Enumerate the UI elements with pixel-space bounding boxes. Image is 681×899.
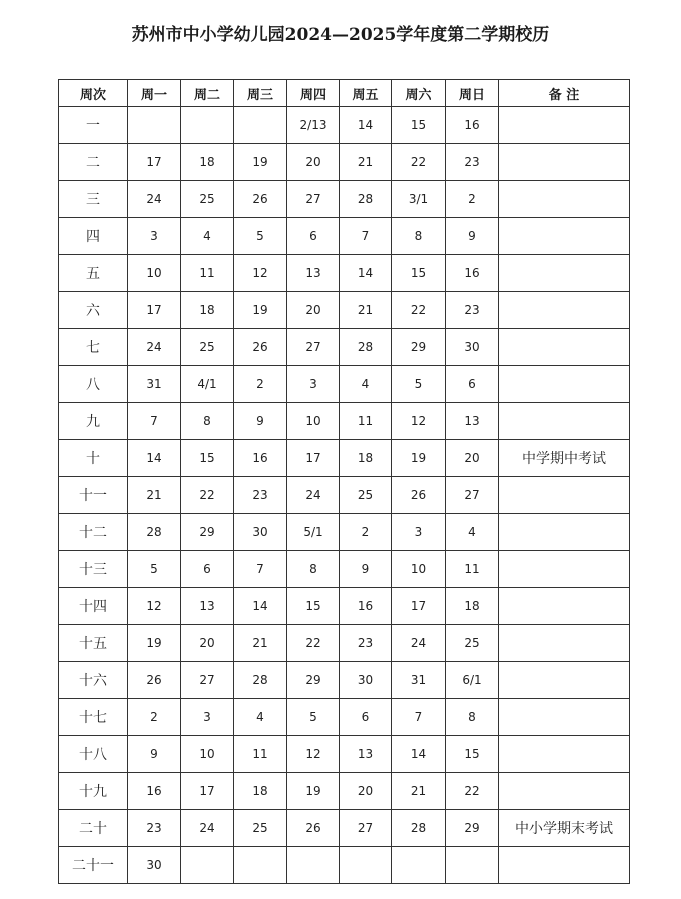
date-cell: 14 <box>392 736 446 773</box>
week-number-cell: 十四 <box>59 588 128 625</box>
date-cell: 22 <box>287 625 340 662</box>
date-cell: 11 <box>234 736 287 773</box>
note-cell <box>499 662 630 699</box>
date-cell: 30 <box>446 329 499 366</box>
date-cell: 31 <box>128 366 181 403</box>
table-row <box>59 329 630 366</box>
date-cell: 23 <box>340 625 392 662</box>
table-row <box>59 625 630 662</box>
date-cell: 6 <box>340 699 392 736</box>
date-cell: 17 <box>181 773 234 810</box>
table-row <box>59 736 630 773</box>
date-cell: 4/1 <box>181 366 234 403</box>
table-row <box>59 292 630 329</box>
date-cell: 21 <box>234 625 287 662</box>
date-cell: 8 <box>287 551 340 588</box>
date-cell: 14 <box>128 440 181 477</box>
week-number-cell: 六 <box>59 292 128 329</box>
date-cell: 27 <box>340 810 392 847</box>
date-cell: 10 <box>181 736 234 773</box>
date-cell: 9 <box>234 403 287 440</box>
date-cell: 9 <box>446 218 499 255</box>
date-cell: 5/1 <box>287 514 340 551</box>
week-number-cell: 十九 <box>59 773 128 810</box>
date-cell <box>446 847 499 884</box>
school-calendar-table <box>58 79 630 884</box>
week-number-cell: 七 <box>59 329 128 366</box>
date-cell: 6 <box>446 366 499 403</box>
table-row <box>59 218 630 255</box>
date-cell: 18 <box>181 144 234 181</box>
date-cell <box>287 847 340 884</box>
date-cell: 19 <box>234 292 287 329</box>
table-row <box>59 514 630 551</box>
date-cell <box>181 107 234 144</box>
date-cell: 28 <box>128 514 181 551</box>
week-number-cell: 三 <box>59 181 128 218</box>
header-notes: 备 注 <box>499 80 630 107</box>
note-cell <box>499 773 630 810</box>
note-cell <box>499 736 630 773</box>
date-cell: 3 <box>392 514 446 551</box>
date-cell: 20 <box>181 625 234 662</box>
table-row <box>59 662 630 699</box>
date-cell: 21 <box>128 477 181 514</box>
date-cell: 15 <box>287 588 340 625</box>
header-saturday: 周六 <box>392 80 446 107</box>
week-number-cell: 九 <box>59 403 128 440</box>
note-cell <box>499 847 630 884</box>
note-cell <box>499 477 630 514</box>
date-cell: 29 <box>181 514 234 551</box>
date-cell: 18 <box>234 773 287 810</box>
date-cell: 3 <box>287 366 340 403</box>
week-number-cell: 十一 <box>59 477 128 514</box>
date-cell: 17 <box>128 144 181 181</box>
date-cell: 15 <box>446 736 499 773</box>
date-cell: 4 <box>234 699 287 736</box>
date-cell: 26 <box>392 477 446 514</box>
note-cell <box>499 329 630 366</box>
date-cell: 24 <box>392 625 446 662</box>
date-cell: 13 <box>446 403 499 440</box>
date-cell: 23 <box>234 477 287 514</box>
date-cell: 4 <box>181 218 234 255</box>
table-row <box>59 477 630 514</box>
date-cell: 13 <box>287 255 340 292</box>
date-cell <box>392 847 446 884</box>
date-cell: 26 <box>128 662 181 699</box>
date-cell: 21 <box>392 773 446 810</box>
date-cell: 6 <box>181 551 234 588</box>
date-cell: 27 <box>181 662 234 699</box>
week-number-cell: 十 <box>59 440 128 477</box>
week-number-cell: 十八 <box>59 736 128 773</box>
date-cell: 21 <box>340 292 392 329</box>
date-cell: 23 <box>446 144 499 181</box>
date-cell: 24 <box>128 329 181 366</box>
table-row <box>59 699 630 736</box>
date-cell: 2 <box>340 514 392 551</box>
date-cell: 27 <box>287 329 340 366</box>
date-cell: 2/13 <box>287 107 340 144</box>
table-row <box>59 773 630 810</box>
table-row <box>59 144 630 181</box>
date-cell: 5 <box>234 218 287 255</box>
date-cell: 8 <box>392 218 446 255</box>
date-cell: 5 <box>287 699 340 736</box>
note-cell <box>499 625 630 662</box>
date-cell: 25 <box>181 181 234 218</box>
date-cell: 14 <box>234 588 287 625</box>
date-cell: 16 <box>340 588 392 625</box>
date-cell: 24 <box>287 477 340 514</box>
week-number-cell: 十七 <box>59 699 128 736</box>
date-cell: 4 <box>446 514 499 551</box>
date-cell: 28 <box>234 662 287 699</box>
note-cell <box>499 218 630 255</box>
note-cell <box>499 403 630 440</box>
date-cell: 21 <box>340 144 392 181</box>
date-cell: 4 <box>340 366 392 403</box>
date-cell: 16 <box>234 440 287 477</box>
date-cell: 22 <box>181 477 234 514</box>
date-cell: 15 <box>392 255 446 292</box>
date-cell <box>181 847 234 884</box>
date-cell: 2 <box>234 366 287 403</box>
date-cell: 10 <box>392 551 446 588</box>
date-cell: 13 <box>340 736 392 773</box>
date-cell: 12 <box>287 736 340 773</box>
date-cell: 26 <box>287 810 340 847</box>
week-number-cell: 十三 <box>59 551 128 588</box>
date-cell: 22 <box>392 144 446 181</box>
date-cell: 19 <box>234 144 287 181</box>
date-cell: 17 <box>287 440 340 477</box>
date-cell: 11 <box>181 255 234 292</box>
header-thursday: 周四 <box>287 80 340 107</box>
date-cell: 6/1 <box>446 662 499 699</box>
date-cell: 22 <box>392 292 446 329</box>
week-number-cell: 二 <box>59 144 128 181</box>
table-row <box>59 181 630 218</box>
table-row <box>59 588 630 625</box>
header-tuesday: 周二 <box>181 80 234 107</box>
date-cell: 30 <box>234 514 287 551</box>
note-cell <box>499 366 630 403</box>
date-cell: 29 <box>392 329 446 366</box>
date-cell: 14 <box>340 255 392 292</box>
date-cell: 28 <box>340 329 392 366</box>
date-cell: 25 <box>340 477 392 514</box>
date-cell: 2 <box>128 699 181 736</box>
week-number-cell: 一 <box>59 107 128 144</box>
week-number-cell: 十五 <box>59 625 128 662</box>
date-cell: 5 <box>392 366 446 403</box>
date-cell: 8 <box>181 403 234 440</box>
date-cell: 9 <box>340 551 392 588</box>
date-cell: 3 <box>181 699 234 736</box>
date-cell: 15 <box>392 107 446 144</box>
date-cell <box>128 107 181 144</box>
date-cell: 7 <box>340 218 392 255</box>
date-cell: 22 <box>446 773 499 810</box>
page-title: 苏州市中小学幼儿园2024—2025学年度第二学期校历 <box>131 25 550 45</box>
date-cell: 29 <box>446 810 499 847</box>
date-cell: 15 <box>181 440 234 477</box>
date-cell: 28 <box>340 181 392 218</box>
date-cell: 16 <box>128 773 181 810</box>
week-number-cell: 八 <box>59 366 128 403</box>
table-row <box>59 107 630 144</box>
date-cell: 7 <box>392 699 446 736</box>
week-number-cell: 十六 <box>59 662 128 699</box>
date-cell: 19 <box>392 440 446 477</box>
note-cell <box>499 107 630 144</box>
date-cell: 12 <box>234 255 287 292</box>
date-cell: 24 <box>128 181 181 218</box>
date-cell: 28 <box>392 810 446 847</box>
date-cell: 16 <box>446 255 499 292</box>
date-cell: 27 <box>287 181 340 218</box>
date-cell: 20 <box>287 144 340 181</box>
date-cell: 26 <box>234 181 287 218</box>
date-cell: 25 <box>446 625 499 662</box>
date-cell: 2 <box>446 181 499 218</box>
date-cell: 17 <box>128 292 181 329</box>
date-cell: 8 <box>446 699 499 736</box>
date-cell: 16 <box>446 107 499 144</box>
table-row <box>59 810 630 847</box>
date-cell: 9 <box>128 736 181 773</box>
calendar-body <box>59 107 630 884</box>
note-cell <box>499 588 630 625</box>
date-cell: 12 <box>392 403 446 440</box>
date-cell: 25 <box>234 810 287 847</box>
date-cell: 14 <box>340 107 392 144</box>
table-row <box>59 847 630 884</box>
table-row <box>59 366 630 403</box>
date-cell: 5 <box>128 551 181 588</box>
note-cell <box>499 551 630 588</box>
table-row <box>59 255 630 292</box>
week-number-cell: 二十 <box>59 810 128 847</box>
date-cell: 31 <box>392 662 446 699</box>
date-cell: 20 <box>287 292 340 329</box>
date-cell: 30 <box>128 847 181 884</box>
week-number-cell: 四 <box>59 218 128 255</box>
date-cell <box>340 847 392 884</box>
header-sunday: 周日 <box>446 80 499 107</box>
date-cell: 3 <box>128 218 181 255</box>
header-week-number: 周次 <box>59 80 128 107</box>
note-cell <box>499 181 630 218</box>
note-cell <box>499 255 630 292</box>
header-friday: 周五 <box>340 80 392 107</box>
date-cell: 18 <box>181 292 234 329</box>
date-cell: 24 <box>181 810 234 847</box>
date-cell: 11 <box>340 403 392 440</box>
week-number-cell: 五 <box>59 255 128 292</box>
date-cell: 18 <box>340 440 392 477</box>
date-cell: 18 <box>446 588 499 625</box>
date-cell: 10 <box>128 255 181 292</box>
table-row <box>59 403 630 440</box>
date-cell <box>234 847 287 884</box>
date-cell: 7 <box>128 403 181 440</box>
date-cell: 29 <box>287 662 340 699</box>
date-cell: 20 <box>340 773 392 810</box>
week-number-cell: 十二 <box>59 514 128 551</box>
date-cell: 25 <box>181 329 234 366</box>
date-cell: 26 <box>234 329 287 366</box>
date-cell: 12 <box>128 588 181 625</box>
note-cell: 中小学期末考试 <box>499 810 630 847</box>
note-cell <box>499 514 630 551</box>
date-cell: 17 <box>392 588 446 625</box>
date-cell: 11 <box>446 551 499 588</box>
date-cell <box>234 107 287 144</box>
date-cell: 30 <box>340 662 392 699</box>
date-cell: 19 <box>287 773 340 810</box>
header-wednesday: 周三 <box>234 80 287 107</box>
header-row <box>59 80 630 107</box>
date-cell: 13 <box>181 588 234 625</box>
note-cell <box>499 292 630 329</box>
note-cell <box>499 699 630 736</box>
date-cell: 7 <box>234 551 287 588</box>
date-cell: 3/1 <box>392 181 446 218</box>
date-cell: 6 <box>287 218 340 255</box>
date-cell: 23 <box>446 292 499 329</box>
header-monday: 周一 <box>128 80 181 107</box>
week-number-cell: 二十一 <box>59 847 128 884</box>
note-cell <box>499 144 630 181</box>
date-cell: 27 <box>446 477 499 514</box>
note-cell: 中学期中考试 <box>499 440 630 477</box>
table-row <box>59 551 630 588</box>
date-cell: 19 <box>128 625 181 662</box>
date-cell: 20 <box>446 440 499 477</box>
date-cell: 23 <box>128 810 181 847</box>
date-cell: 10 <box>287 403 340 440</box>
table-row <box>59 440 630 477</box>
